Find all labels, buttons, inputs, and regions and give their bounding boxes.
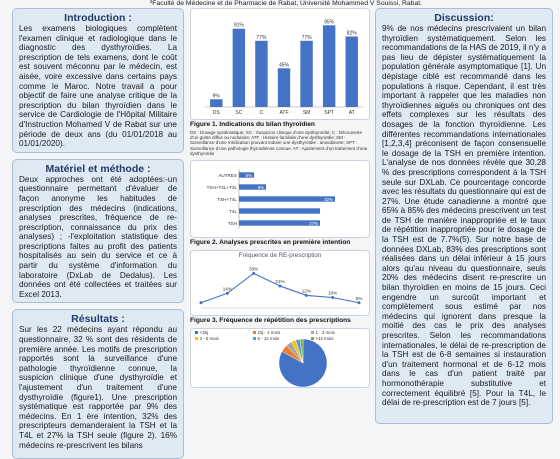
left-column [12, 8, 184, 450]
fig1-tick-label: ATF [279, 110, 289, 116]
figure-1-svg [191, 9, 369, 121]
fig1-tick-label: SPT [324, 110, 335, 116]
fig3-point [226, 292, 229, 295]
fig4-legend-label: 3 - 6 mois [199, 336, 219, 342]
fig3-point [305, 294, 308, 297]
fig4-legend-label: 6 - 12 mois [257, 336, 280, 342]
discussion-text: 9% de nos médecins prescrivaient un bilan thyroïdien systématiquement. Selon les recommandations de la HAS de 2019, il n'y a pas lieu de dépister systématiquement la population générale asymptomatique [1]. Un dépistage ciblé est recommandé dans les populations à risque. Cependant, il est très important à rappeler que les maladies non thyroïdiennes aiguës ou chroniques ont des effets complexes sur les résultats des dosages de la fonction thyroïdienne. Les différentes recommandations internationales [1,2,3,4] préconisent de façon consensuelle le dosage de la TSH en première intention. L'analyse de nos données révèle que 30,28 % des prescriptions correspondent à la TSH seule sur DXLab. Ce pourcentage concorde avec les résultats du questionnaire qui est de 27%. Une étude canadienne a montré que 65% à 85% des médecins prescrivent un test de TSH de manière inappropriée et le taux de répétition inappropriée pour le dosage de la TSH est de 7.7%(5). Sur notre base de données DXLab, 83% des prescriptions sont réalisées dans un délai inférieur à 15 jours alors qu'au niveau du questionnaire, seuls 20% des médecins disent re-prescrire un bilan thyroïdien en moins de 15 jours. Ceci engendre un surcoût important et complètement sous estimé par nos médecins qui ignorent dans presque la moitié des cas le prix des analyses prescrites. Selon les recommandations internationales, le délai de re-prescription de la TSH est de 6-8 semaines si instauration d'un traitement hormonal et de 6-12 mois dans le cas d'un patient traité par hormonothérapie substitutive et correctement équilibré [5]. Pour la T4L, le délai de re-prescription est de 7 jours [5]. [382, 24, 546, 408]
fig1-value-label: 9% [212, 93, 220, 100]
methods-section [12, 159, 184, 304]
figure-3-line-chart [190, 250, 370, 316]
figure-3-svg [191, 260, 369, 316]
fig3-value-label: 5% [355, 295, 363, 301]
fig4-legend-swatch [195, 331, 198, 334]
fig1-value-label: 91% [233, 22, 244, 29]
fig3-value-label: 21% [275, 278, 285, 284]
fig2-value-label: 32% [324, 196, 333, 202]
fig2-tick-label: TSH+T4L [217, 197, 237, 203]
affiliation-line: ²Faculté de Médecine et de Pharmacie de Rabat, Université Mohammed V Souissi, Rabat. [150, 0, 423, 7]
fig3-point [358, 301, 361, 304]
fig1-tick-label: SC [235, 110, 243, 116]
figure-1-legend: DS : Dosage systématique; SC : Suspicion clinique d'une dysthyroïdie; C : Découverte d'un goitre diffus ou nodulaire; ATF : Histoire familiale d'une dysthyroïdie; SM : Surveillance d'une médication pouvant induire une dysthyroïdie : amiodarone; SPT : Surveillance d'une pathologie thyroïdienne connue; AT : Ajustement d'un traitement d'une dysthyroïdie [190, 130, 368, 156]
fig4-legend-label: <15j [199, 330, 208, 336]
methods-title: Matériel et méthode : [45, 162, 151, 175]
fig2-bar-TSH [239, 220, 320, 225]
figure-2-chart [190, 160, 370, 238]
figure-2-svg [191, 161, 369, 239]
fig3-value-label: 14% [222, 286, 232, 292]
figure-1-chart [190, 8, 370, 120]
fig1-value-label: 77% [301, 34, 312, 41]
discussion-title: Discussion: [434, 12, 494, 24]
fig3-point [200, 301, 203, 304]
introduction-text: Les examens biologiques complètent l'examen clinique et radiologique dans le diagnostic des dysthyroïdies. La prescription de tels examens, dont le coût est souvent méconnu par le médecin, est aisée, voire excessive dans certains pays comme le Maroc. Notre travail a pour objectif de faire une analyse critique de la prescription du bilan thyroïdien dans le service de Cardiologie de l'Hôpital Militaire d'Instruction Mohamed V de Rabat sur une période de deux ans (du 01/01/2018 au 01/01/2020). [19, 24, 177, 149]
fig2-value-label: 5% [245, 172, 252, 178]
fig3-point [279, 284, 282, 287]
fig4-legend-label: >12 mois [315, 336, 334, 342]
fig3-value-label: 10% [328, 290, 338, 296]
fig3-value-label: 33% [249, 266, 259, 272]
introduction-title: Introduction : [64, 12, 132, 24]
fig4-legend-swatch [311, 337, 314, 340]
methods-text: Deux approches ont été adoptées:-un questionnaire permettant d'évaluer de façon anonyme les habitudes de prescription des médecins (indications, analyses prescrites, fréquence de re-prescription, connaissance du prix des analyses) ; -l'exploitation statistique des prescriptions faites au profit des patients hospitalisés au sein du service et ce à partir du système d'information du laboratoire (DxLab de Dedalus). Les données ont été collectées et traitées sur Excel 2013. [19, 174, 177, 299]
figure-3-title: Fréquence de RE-prescription [238, 252, 322, 260]
fig2-value-label: 9% [257, 184, 264, 190]
figure-1-caption: Figure 1. Indications du bilan thyroïdien [190, 121, 315, 128]
fig2-bar-T4L [239, 208, 320, 213]
fig1-bar-SC [233, 29, 245, 107]
fig2-tick-label: AUTRES [218, 173, 237, 179]
fig1-value-label: 82% [346, 30, 357, 37]
figure-pie-svg [191, 329, 369, 389]
fig4-legend-swatch [253, 331, 256, 334]
fig1-value-label: 95% [324, 19, 335, 26]
middle-column [190, 8, 370, 420]
fig3-value-label: 12% [301, 288, 311, 294]
introduction-section [12, 8, 184, 153]
results-section [12, 309, 184, 459]
fig4-legend-swatch [311, 331, 314, 334]
fig2-tick-label: TSH+T4L+T3L [206, 185, 237, 191]
fig4-legend-label: 1 - 3 mois [315, 330, 335, 336]
figure-3-caption: Figure 3. Fréquence de répétition des prescriptions [190, 317, 351, 325]
fig1-bar-AT [346, 36, 358, 107]
fig1-tick-label: DS [212, 110, 220, 116]
fig4-legend-swatch [253, 337, 256, 340]
fig2-value-label: 27% [309, 220, 318, 226]
fig3-point [331, 296, 334, 299]
fig1-value-label: 77% [256, 34, 267, 41]
fig2-tick-label: TSH [227, 221, 237, 227]
fig1-tick-label: AT [348, 110, 355, 116]
fig1-bar-SPT [323, 25, 335, 107]
fig1-bar-C [255, 41, 267, 107]
results-title: Résultats : [71, 313, 125, 326]
fig1-tick-label: C [259, 110, 264, 116]
fig2-tick-label: T4L [229, 209, 237, 215]
fig3-point [252, 272, 255, 275]
fig4-legend-swatch [195, 337, 198, 340]
figure-pie-chart [190, 328, 370, 388]
fig1-bar-DS [210, 99, 222, 107]
fig4-legend-label: 15j - 1 mois [257, 330, 281, 336]
right-column [375, 8, 553, 420]
fig1-bar-ATF [278, 68, 290, 107]
fig1-tick-label: SM [302, 110, 311, 116]
fig2-bar-TSH+T4L [239, 196, 335, 201]
discussion-section [375, 8, 553, 424]
fig1-bar-SM [300, 41, 312, 107]
results-text: Sur les 22 médecins ayant répondu au questionnaire, 32 % sont des résidents de première année. Les motifs de prescription rapportés sont la surveillance d'une pathologie thyroïdienne connue, la suspicion clinique d'une dysthyroïdie et l'ajustement d'un traitement d'une dysthyroïdie (figure1). Une prescription systématique est rapportée par 9% des médecins. En 1 ère intention, 32% des prescripteurs demanderaient la TSH et la T4L et 27% la TSH seule (figure 2). 16% médecins re-prescrivent les bilans [19, 325, 177, 450]
fig1-value-label: 45% [278, 62, 290, 69]
figure-2-caption: Figure 2. Analyses prescrites en première intention [190, 239, 351, 247]
